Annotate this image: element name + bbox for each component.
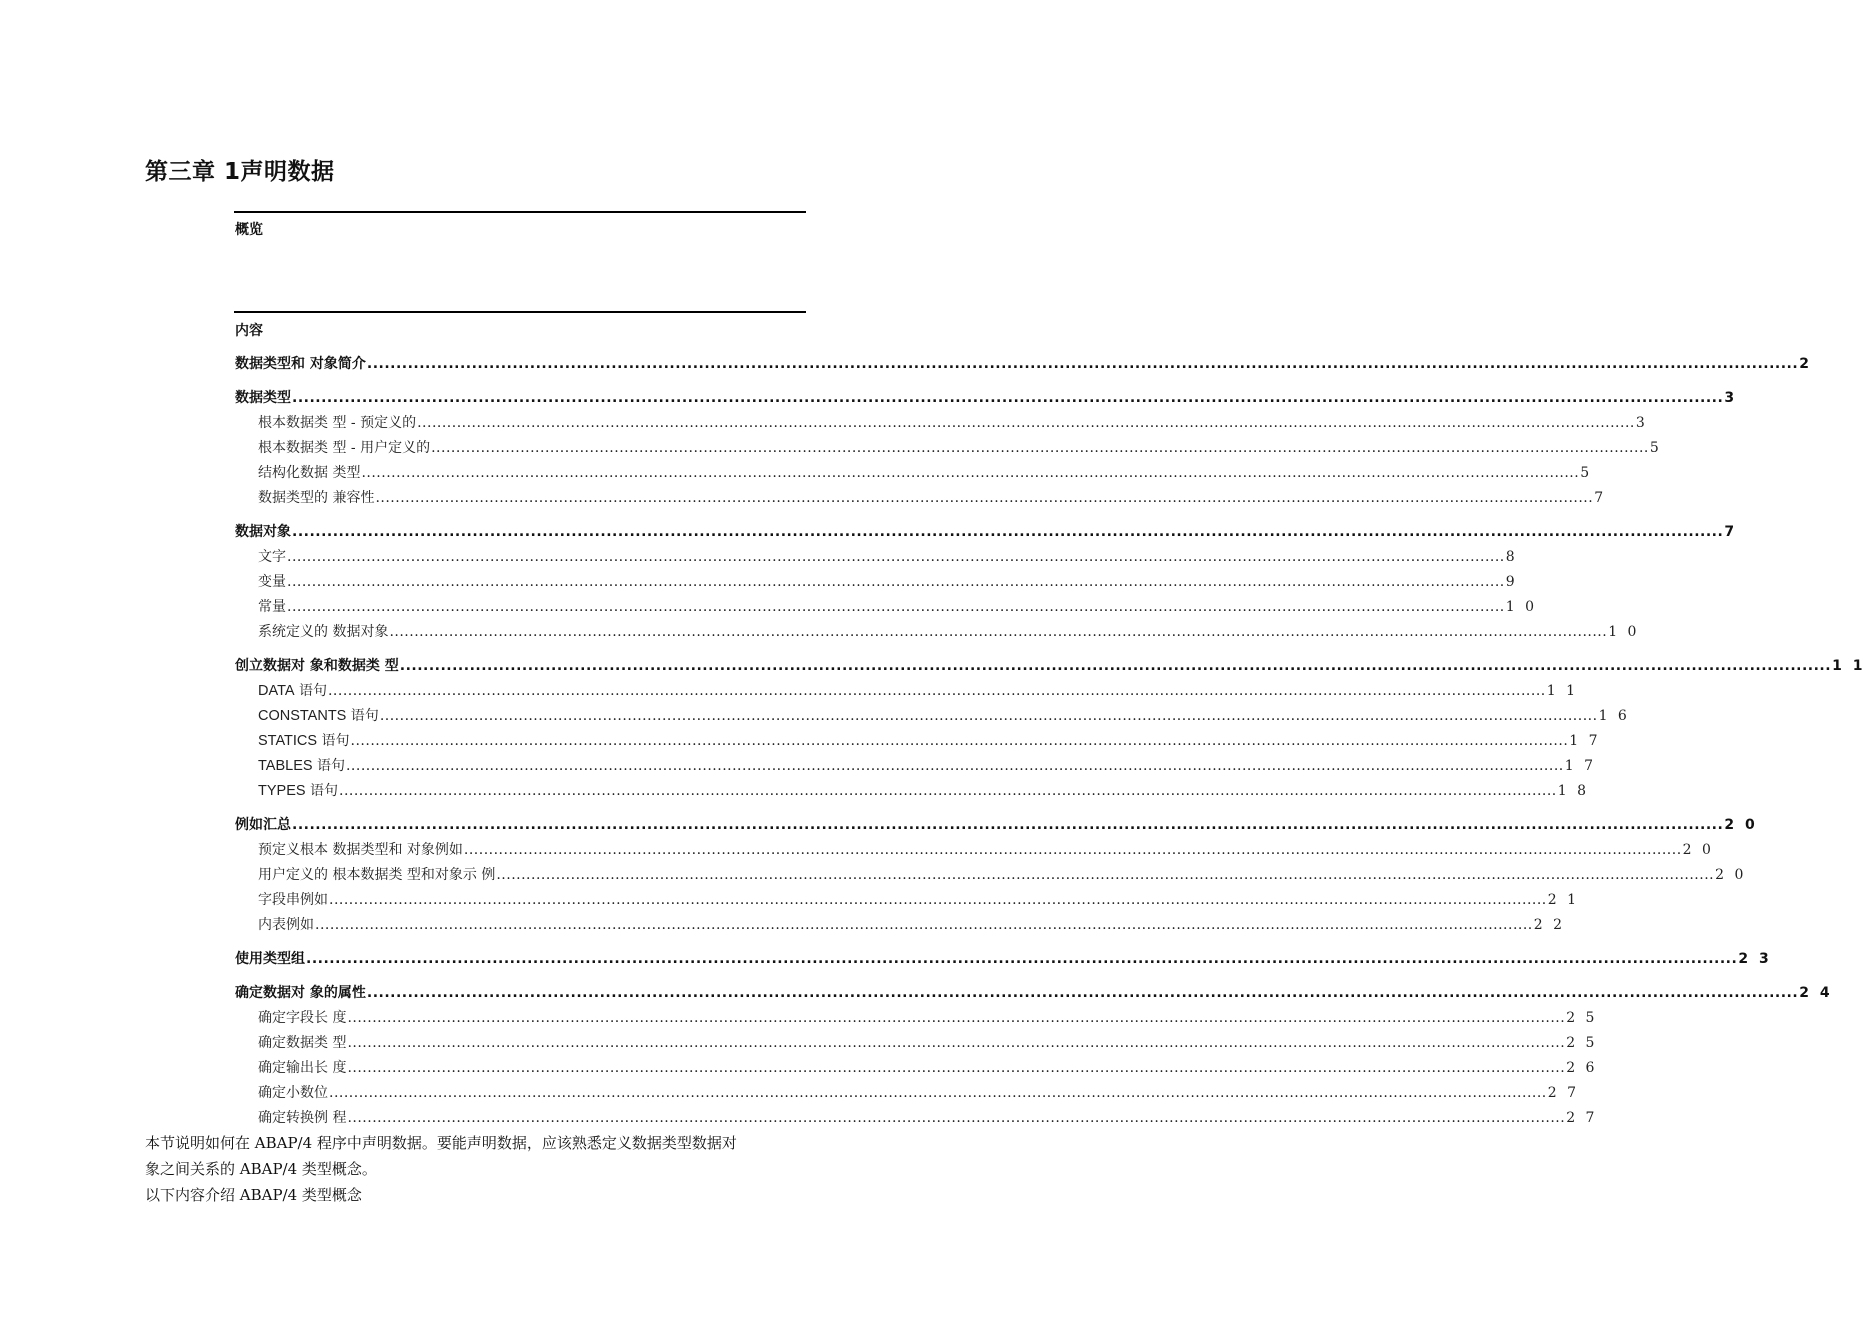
toc-entry-title-text: 语句 <box>317 733 350 749</box>
toc-dot-leader <box>292 520 1723 545</box>
toc-entry-title: 结构化数据 类型 <box>258 465 361 481</box>
overview-heading: 概览 <box>235 222 263 238</box>
toc-page-number: 7 <box>1724 524 1738 540</box>
toc-dot-leader <box>380 704 1598 729</box>
toc-entry-title: 字段串例如 <box>258 892 328 908</box>
toc-entry-title: 确定小数位 <box>258 1085 328 1101</box>
toc-entry-title: 确定转换例 程 <box>258 1110 347 1126</box>
toc-dot-leader <box>464 838 1682 863</box>
toc-entry-title: 确定字段长 度 <box>258 1010 347 1026</box>
toc-subsection-entry[interactable] <box>235 486 1607 511</box>
toc-entry-title: 预定义根本 数据类型和 对象例如 <box>258 842 463 858</box>
toc-section-entry[interactable] <box>235 981 1833 1006</box>
toc-dot-leader <box>400 654 1831 679</box>
overview-divider <box>234 211 806 213</box>
toc-dot-leader <box>315 913 1533 938</box>
toc-page-number: 2 7 <box>1547 1085 1580 1101</box>
toc-page-number: 1 7 <box>1564 758 1596 774</box>
toc-subsection-entry[interactable] <box>235 1056 1598 1081</box>
toc-subsection-entry[interactable] <box>235 461 1593 486</box>
toc-subsection-entry[interactable] <box>235 1006 1598 1031</box>
toc-section-entry[interactable] <box>235 352 1812 377</box>
toc-subsection-entry[interactable] <box>235 679 1578 704</box>
toc-page-number: 2 0 <box>1682 842 1714 858</box>
toc-subsection-entry[interactable] <box>235 779 1590 804</box>
toc-entry-keyword: TYPES <box>258 783 306 799</box>
toc-entry-title: 内表例如 <box>258 917 314 933</box>
toc-dot-leader <box>347 1056 1565 1081</box>
toc-subsection-entry[interactable] <box>235 436 1662 461</box>
toc-page-number: 2 0 <box>1724 817 1758 833</box>
toc-entry-title <box>258 754 345 779</box>
toc-subsection-entry[interactable] <box>235 1081 1580 1106</box>
toc-entry-title: 确定数据对 象的属性 <box>235 985 366 1001</box>
toc-page-number: 2 2 <box>1533 917 1566 933</box>
toc-page-number: 1 1 <box>1832 658 1865 674</box>
toc-entry-title: 根本数据类 型 - 预定义的 <box>258 415 417 431</box>
toc-subsection-entry[interactable] <box>235 888 1580 913</box>
toc-page-number: 5 <box>1649 440 1662 456</box>
toc-entry-title: 数据对象 <box>235 524 291 540</box>
toc-section-entry[interactable] <box>235 520 1738 545</box>
toc-subsection-entry[interactable] <box>235 620 1640 645</box>
toc-dot-leader <box>417 411 1635 436</box>
toc-dot-leader <box>287 595 1505 620</box>
toc-entry-keyword: STATICS <box>258 733 318 749</box>
body-paragraph-line: 象之间关系的 ABAP/4 类型概念。 <box>145 1160 377 1178</box>
toc-subsection-entry[interactable] <box>235 570 1518 595</box>
body-text <box>145 1130 825 1208</box>
toc-dot-leader <box>292 386 1723 411</box>
toc-entry-title: 根本数据类 型 - 用户定义的 <box>258 440 431 456</box>
toc-entry-title: 数据类型和 对象简介 <box>235 356 366 372</box>
toc-subsection-entry[interactable] <box>235 913 1566 938</box>
body-paragraph-line: 本节说明如何在 ABAP/4 程序中声明数据。要能声明数据，应该熟悉定义数据类型数据对 <box>145 1134 737 1152</box>
toc-page-number: 1 7 <box>1569 733 1601 749</box>
toc-page-number: 3 <box>1635 415 1648 431</box>
toc-entry-keyword: TABLES <box>258 758 313 774</box>
toc-dot-leader <box>375 486 1593 511</box>
toc-dot-leader <box>346 754 1564 779</box>
toc-subsection-entry[interactable] <box>235 545 1518 570</box>
toc-entry-title: 数据类型 <box>235 390 291 406</box>
toc-section-entry[interactable] <box>235 813 1758 838</box>
toc-entry-title-text: 语句 <box>294 683 327 699</box>
toc-entry-keyword: CONSTANTS <box>258 708 347 724</box>
toc-dot-leader <box>328 679 1546 704</box>
toc-page-number: 2 6 <box>1566 1060 1598 1076</box>
table-of-contents <box>235 352 1865 1131</box>
toc-subsection-entry[interactable] <box>235 729 1601 754</box>
toc-dot-leader <box>347 1006 1565 1031</box>
toc-subsection-entry[interactable] <box>235 1106 1598 1131</box>
toc-dot-leader <box>496 863 1714 888</box>
toc-dot-leader <box>329 888 1547 913</box>
toc-entry-title: 变量 <box>258 574 286 590</box>
toc-subsection-entry[interactable] <box>235 838 1714 863</box>
toc-entry-title-text: 语句 <box>312 758 345 774</box>
toc-subsection-entry[interactable] <box>235 863 1747 888</box>
toc-page-number: 1 8 <box>1557 783 1590 799</box>
toc-entry-title <box>258 679 327 704</box>
toc-entry-title: 创立数据对 象和数据类 型 <box>235 658 399 674</box>
toc-subsection-entry[interactable] <box>235 754 1596 779</box>
contents-heading: 内容 <box>235 323 263 339</box>
toc-dot-leader <box>389 620 1607 645</box>
toc-page-number: 2 7 <box>1566 1110 1598 1126</box>
toc-dot-leader <box>347 1106 1565 1131</box>
toc-page-number: 2 1 <box>1547 892 1580 908</box>
chapter-title: 第三章 1声明数据 <box>145 159 335 185</box>
toc-entry-title-text: 语句 <box>305 783 338 799</box>
toc-section-entry[interactable] <box>235 386 1738 411</box>
toc-entry-keyword: DATA <box>258 683 295 699</box>
toc-dot-leader <box>339 779 1557 804</box>
toc-entry-title: 确定输出长 度 <box>258 1060 347 1076</box>
toc-page-number: 1 0 <box>1505 599 1538 615</box>
toc-dot-leader <box>287 545 1505 570</box>
toc-entry-title: 系统定义的 数据对象 <box>258 624 389 640</box>
toc-subsection-entry[interactable] <box>235 411 1648 436</box>
toc-entry-title: 常量 <box>258 599 286 615</box>
toc-subsection-entry[interactable] <box>235 595 1538 620</box>
toc-section-entry[interactable] <box>235 947 1772 972</box>
toc-page-number: 2 <box>1799 356 1812 372</box>
toc-entry-title: 文字 <box>258 549 286 565</box>
toc-page-number: 9 <box>1505 574 1518 590</box>
toc-entry-title <box>258 704 379 729</box>
toc-page-number: 1 0 <box>1608 624 1640 640</box>
toc-dot-leader <box>351 729 1569 754</box>
toc-entry-title-text: 语句 <box>346 708 379 724</box>
toc-page-number: 7 <box>1594 490 1607 506</box>
toc-dot-leader <box>292 813 1723 838</box>
toc-entry-title <box>258 729 350 754</box>
toc-entry-title: 确定数据类 型 <box>258 1035 347 1051</box>
toc-dot-leader <box>431 436 1649 461</box>
body-paragraph-line: 以下内容介绍 ABAP/4 类型概念 <box>145 1186 362 1204</box>
toc-page-number: 8 <box>1505 549 1518 565</box>
toc-entry-title: 用户定义的 根本数据类 型和对象示 例 <box>258 867 496 883</box>
toc-page-number: 1 6 <box>1598 708 1630 724</box>
toc-dot-leader <box>329 1081 1547 1106</box>
toc-page-number: 2 3 <box>1738 951 1772 967</box>
toc-page-number: 2 5 <box>1566 1035 1598 1051</box>
toc-subsection-entry[interactable] <box>235 704 1630 729</box>
toc-page-number: 2 4 <box>1799 985 1833 1001</box>
toc-entry-title: 使用类型组 <box>235 951 305 967</box>
toc-dot-leader <box>367 352 1798 377</box>
toc-dot-leader <box>287 570 1505 595</box>
toc-entry-title <box>258 779 338 804</box>
toc-page-number: 5 <box>1580 465 1593 481</box>
toc-page-number: 3 <box>1724 390 1738 406</box>
toc-section-entry[interactable] <box>235 654 1865 679</box>
toc-subsection-entry[interactable] <box>235 1031 1598 1056</box>
toc-entry-title: 例如汇总 <box>235 817 291 833</box>
toc-dot-leader <box>361 461 1579 486</box>
toc-dot-leader <box>367 981 1798 1006</box>
toc-entry-title: 数据类型的 兼容性 <box>258 490 375 506</box>
toc-page-number: 2 0 <box>1715 867 1747 883</box>
toc-page-number: 2 5 <box>1566 1010 1598 1026</box>
contents-divider <box>234 311 806 313</box>
toc-dot-leader <box>347 1031 1565 1056</box>
toc-dot-leader <box>306 947 1737 972</box>
toc-page-number: 1 1 <box>1546 683 1578 699</box>
